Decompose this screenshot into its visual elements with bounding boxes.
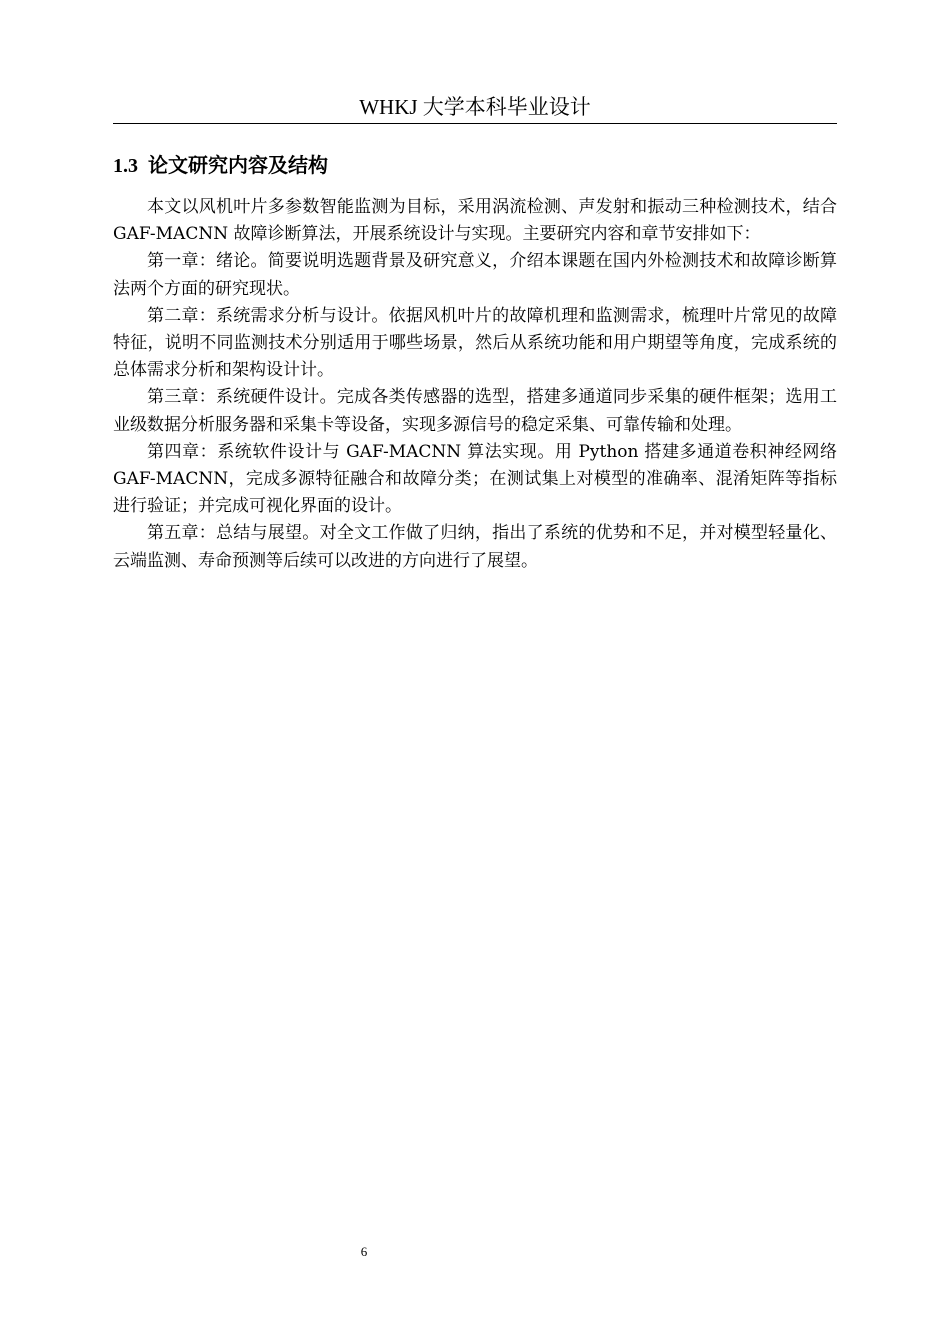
page-number: 6 [360,1244,368,1259]
paragraph-chapter-5: 第五章：总结与展望。对全文工作做了归纳，指出了系统的优势和不足，并对模型轻量化、云端监测、寿命预测等后续可以改进的方向进行了展望。 [113,523,837,571]
paragraph-chapter-1: 第一章：绪论。简要说明选题背景及研究意义，介绍本课题在国内外检测技术和故障诊断算法两个方面的研究现状。 [113,251,837,299]
paragraph-intro: 本文以风机叶片多参数智能监测为目标，采用涡流检测、声发射和振动三种检测技术，结合 GAF-MACNN 故障诊断算法，开展系统设计与实现。主要研究内容和章节安排如下： [113,197,837,245]
paragraph-chapter-3: 第三章：系统硬件设计。完成各类传感器的选型，搭建多通道同步采集的硬件框架；选用工业级数据分析服务器和采集卡等设备，实现多源信号的稳定采集、可靠传输和处理。 [113,387,837,435]
section-heading [113,150,837,181]
section-body [113,194,837,575]
paragraph-chapter-2: 第二章：系统需求分析与设计。依据风机叶片的故障机理和监测需求，梳理叶片常见的故障特征，说明不同监测技术分别适用于哪些场景，然后从系统功能和用户期望等角度，完成系统的总体需求分析和架构设计计。 [113,305,837,381]
header-rule [113,123,837,124]
running-header: WHKJ 大学本科毕业设计 [359,95,591,119]
section-title-text: 论文研究内容及结构 [148,153,328,177]
paragraph-chapter-4: 第四章：系统软件设计与 GAF-MACNN 算法实现。用 Python 搭建多通道卷积神经网络 GAF-MACNN，完成多源特征融合和故障分类；在测试集上对模型的准确率、混淆矩阵等指标进行验证；并完成可视化界面的设计。 [113,441,837,517]
section-number: 1.3 [113,155,138,177]
